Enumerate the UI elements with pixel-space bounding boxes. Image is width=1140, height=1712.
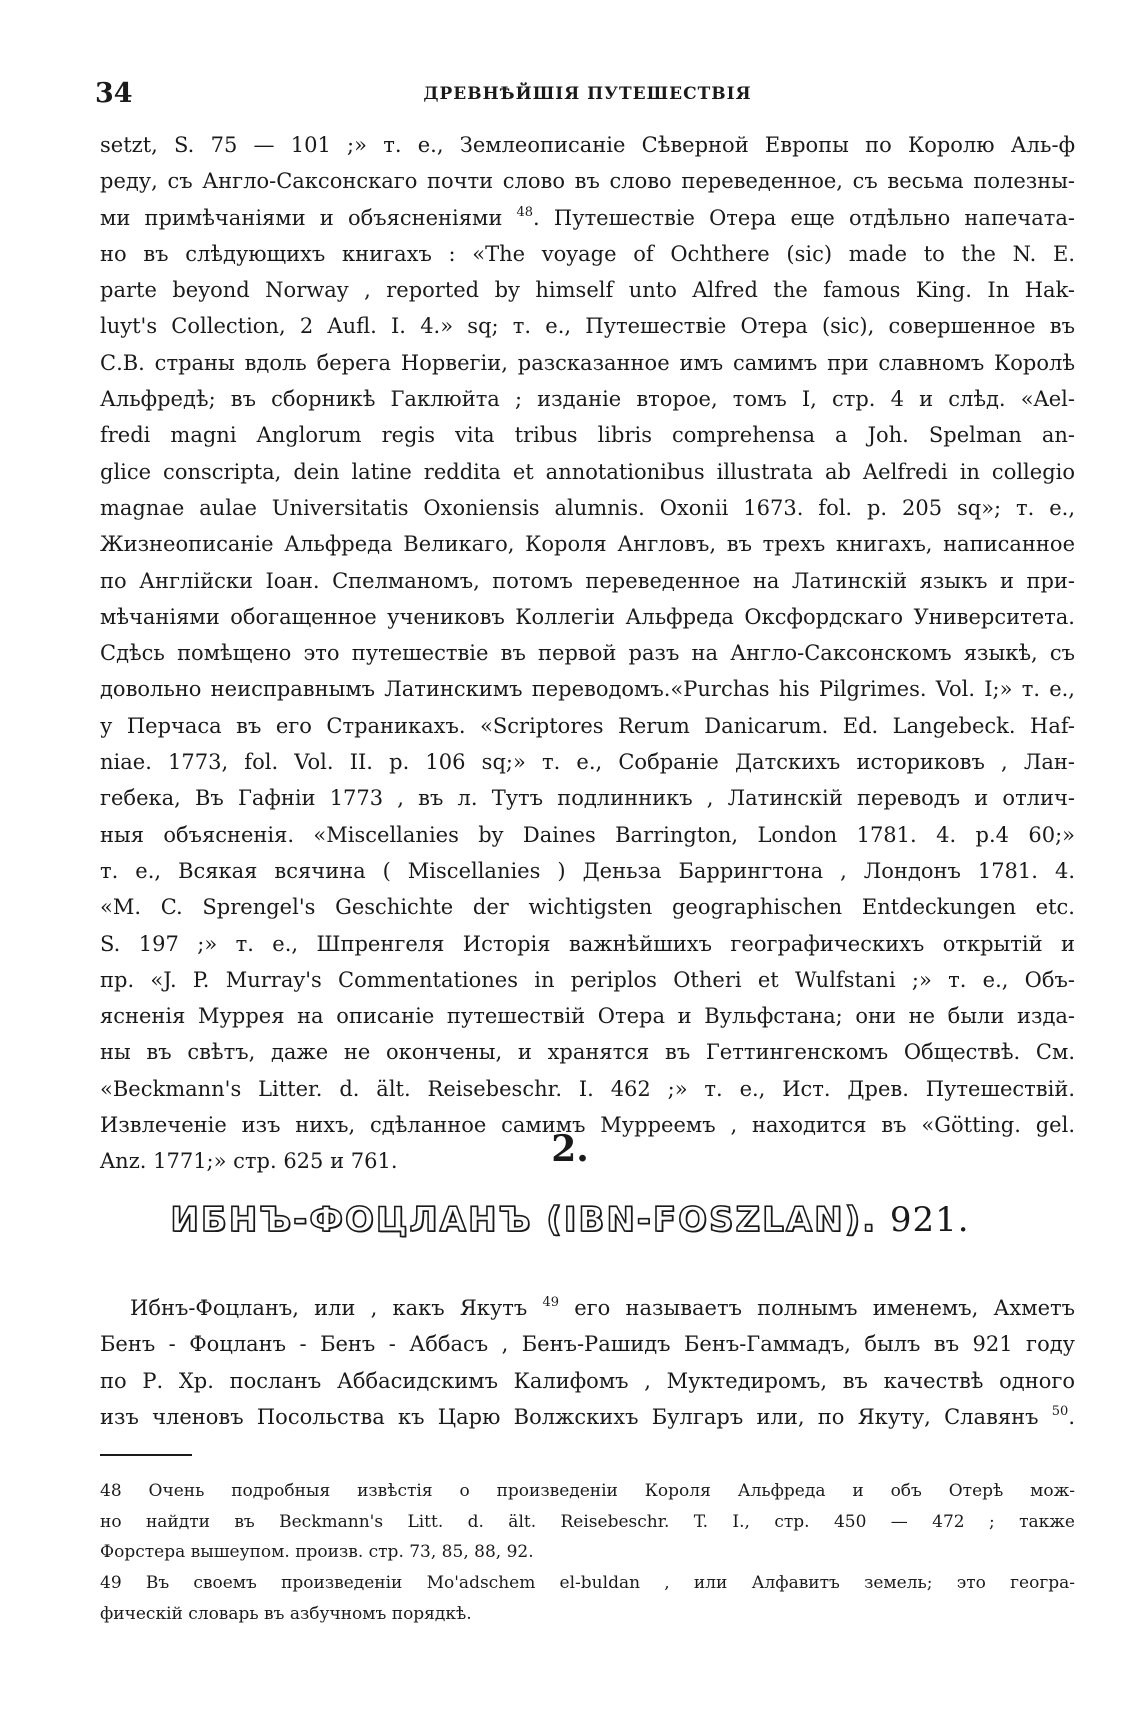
text-line: Ибнъ-Фоцланъ, или , какъ Якутъ $^{49}$ его называетъ полнымъ именемъ, Ахметъ <box>130 1295 1075 1320</box>
chapter-paragraph <box>100 1290 1075 1435</box>
chapter-title-name: ИБНЪ-ФОЦЛАНЪ (IBN-FOSZLAN). <box>170 1200 878 1240</box>
footnote-48-line: но найдти въ Beckmann's Litt. d. ält. Reisebeschr. T. I., стр. 450 — 472 ; также <box>100 1511 1075 1532</box>
footnote-ref-49: 49 <box>542 1295 560 1310</box>
footnote-48-line: 48 Очень подробныя извѣстія о произведеніи Короля Альфреда и объ Отерѣ мож- <box>100 1481 1075 1501</box>
text-line: setzt, S. 75 — 101 ;» т. е., Землеописаніе Сѣверной Европы по Королю Аль-ф <box>100 133 1075 157</box>
text-line: Бенъ - Фоцланъ - Бенъ - Аббасъ , Бенъ-Рашидъ Бенъ-Гаммадъ, былъ въ 921 году <box>100 1332 1075 1357</box>
text-line: Жизнеописаніе Альфреда Великаго, Короля Англовъ, въ трехъ книгахъ, написанное <box>100 532 1075 557</box>
running-head-title: ДРЕВНѢЙШІЯ ПУТЕШЕСТВІЯ <box>423 84 752 104</box>
text-line: ми примѣчаніями и объясненіями $^{48}$. Путешествіе Отера еще отдѣльно напечата- <box>100 204 1076 230</box>
text-line: niae. 1773, fol. Vol. II. p. 106 sq;» т. е., Собраніе Датскихъ историковъ , Лан- <box>100 750 1075 775</box>
text-line: изъ членовъ Посольства къ Царю Волжскихъ Булгаръ или, по Якуту, Славянъ $^{50}$. <box>100 1403 1075 1429</box>
text-line: Сдѣсь помѣщено это путешествіе въ первой разъ на Англо-Саксонскомъ языкѣ, съ <box>100 641 1075 666</box>
text-line: S. 197 ;» т. е., Шпренгеля Исторія важнѣйшихъ географическихъ открытій и <box>100 931 1075 956</box>
text-line: у Перчаса въ его Страникахъ. «Scriptores Rerum Danicarum. Ed. Langebeck. Haf- <box>100 713 1075 738</box>
footnote-ref-48: 48 <box>516 204 534 220</box>
text-line: «Beckmann's Litter. d. ält. Reisebeschr. I. 462 ;» т. е., Ист. Древ. Путешествій. <box>100 1076 1075 1101</box>
text-line: ны въ свѣтъ, даже не окончены, и хранятся въ Геттингенскомъ Обществѣ. См. <box>100 1040 1075 1065</box>
text-line: С.В. страны вдоль берега Норвегіи, разсказанное имъ самимъ при славномъ Королѣ <box>100 350 1075 375</box>
running-head <box>95 78 1080 118</box>
chapter-title <box>0 1200 1140 1240</box>
text-line: Anz. 1771;» стр. 625 и 761. <box>100 1149 398 1174</box>
text-line: Извлеченіе изъ нихъ, сдѣланное самимъ Мурреемъ , находится въ «Götting. gel. <box>100 1113 1075 1138</box>
text-line: Альфредѣ; въ сборникѣ Гаклюйта ; изданіе второе, томъ I, стр. 4 и слѣд. «Ael- <box>100 387 1075 412</box>
page-number: 34 <box>95 78 133 109</box>
text-line: т. е., Всякая всячина ( Miscellanies ) Деньза Баррингтона , Лондонъ 1781. 4. <box>100 858 1075 883</box>
footnote-49-line: фическій словарь въ азбучномъ порядкѣ. <box>100 1603 472 1624</box>
text-line: мѣчаніями обогащенное учениковъ Коллегіи Альфреда Оксфордскаго Университета. <box>100 604 1075 629</box>
text-line: luyt's Collection, 2 Aufl. I. 4.» sq; т. е., Путешествіе Отера (sic), совершенное въ <box>100 314 1075 339</box>
text-line: parte beyond Norway , reported by himself unto Alfred the famous King. In Hak- <box>100 278 1075 303</box>
text-line: ясненія Муррея на описаніе путешествій Отера и Вульфстана; они не были изда- <box>100 1004 1075 1029</box>
text-line: «M. C. Sprengel's Geschichte der wichtigsten geographischen Entdeckungen etc. <box>100 895 1075 920</box>
footnote-ref-50: 50 <box>1051 1403 1069 1419</box>
footnotes <box>100 1476 1075 1629</box>
text-line: magnae aulae Universitatis Oxoniensis alumnis. Oxonii 1673. fol. p. 205 sq»; т. е., <box>100 495 1075 520</box>
text-line: пр. «J. P. Murray's Commentationes in periplos Otheri et Wulfstani ;» т. е., Объ- <box>100 967 1075 992</box>
text-line: по Англійски Іоан. Спелманомъ, потомъ переведенное на Латинскій языкъ и при- <box>100 568 1075 593</box>
text-line: ныя объясненія. «Miscellanies by Daines Barrington, London 1781. 4. p.4 60;» <box>100 822 1075 847</box>
text-line: glice conscripta, dein latine reddita et annotationibus illustrata ab Aelfredi in collegio <box>100 459 1075 484</box>
text-line: реду, съ Англо-Саксонскаго почти слово въ слово переведенное, съ весьма полезны- <box>100 169 1075 194</box>
continued-paragraph <box>100 127 1075 1180</box>
chapter-title-year: 921. <box>889 1200 970 1240</box>
text-line: по Р. Хр. посланъ Аббасидскимъ Калифомъ , Муктедиромъ, въ качествѣ одного <box>100 1368 1075 1393</box>
section-number: 2. <box>551 1128 589 1170</box>
footnote-49-line: 49 Въ своемъ произведеніи Mo'adschem el-buldan , или Алфавитъ земель; это геогра- <box>100 1573 1075 1594</box>
footnote-divider <box>100 1454 192 1456</box>
text-line: fredi magni Anglorum regis vita tribus libris comprehensa a Joh. Spelman an- <box>100 423 1075 448</box>
footnote-48-line: Форстера вышеупом. произв. стр. 73, 85, 88, 92. <box>100 1542 534 1563</box>
text-line: довольно неисправнымъ Латинскимъ переводомъ.«Purchas his Pilgrimes. Vol. I;» т. е., <box>100 677 1075 702</box>
text-line: гебека, Въ Гафніи 1773 , въ л. Тутъ подлинникъ , Латинскій переводъ и отлич- <box>100 786 1075 811</box>
text-line: но въ слѣдующихъ книгахъ : «The voyage of Ochthere (sic) made to the N. E. <box>100 241 1075 266</box>
